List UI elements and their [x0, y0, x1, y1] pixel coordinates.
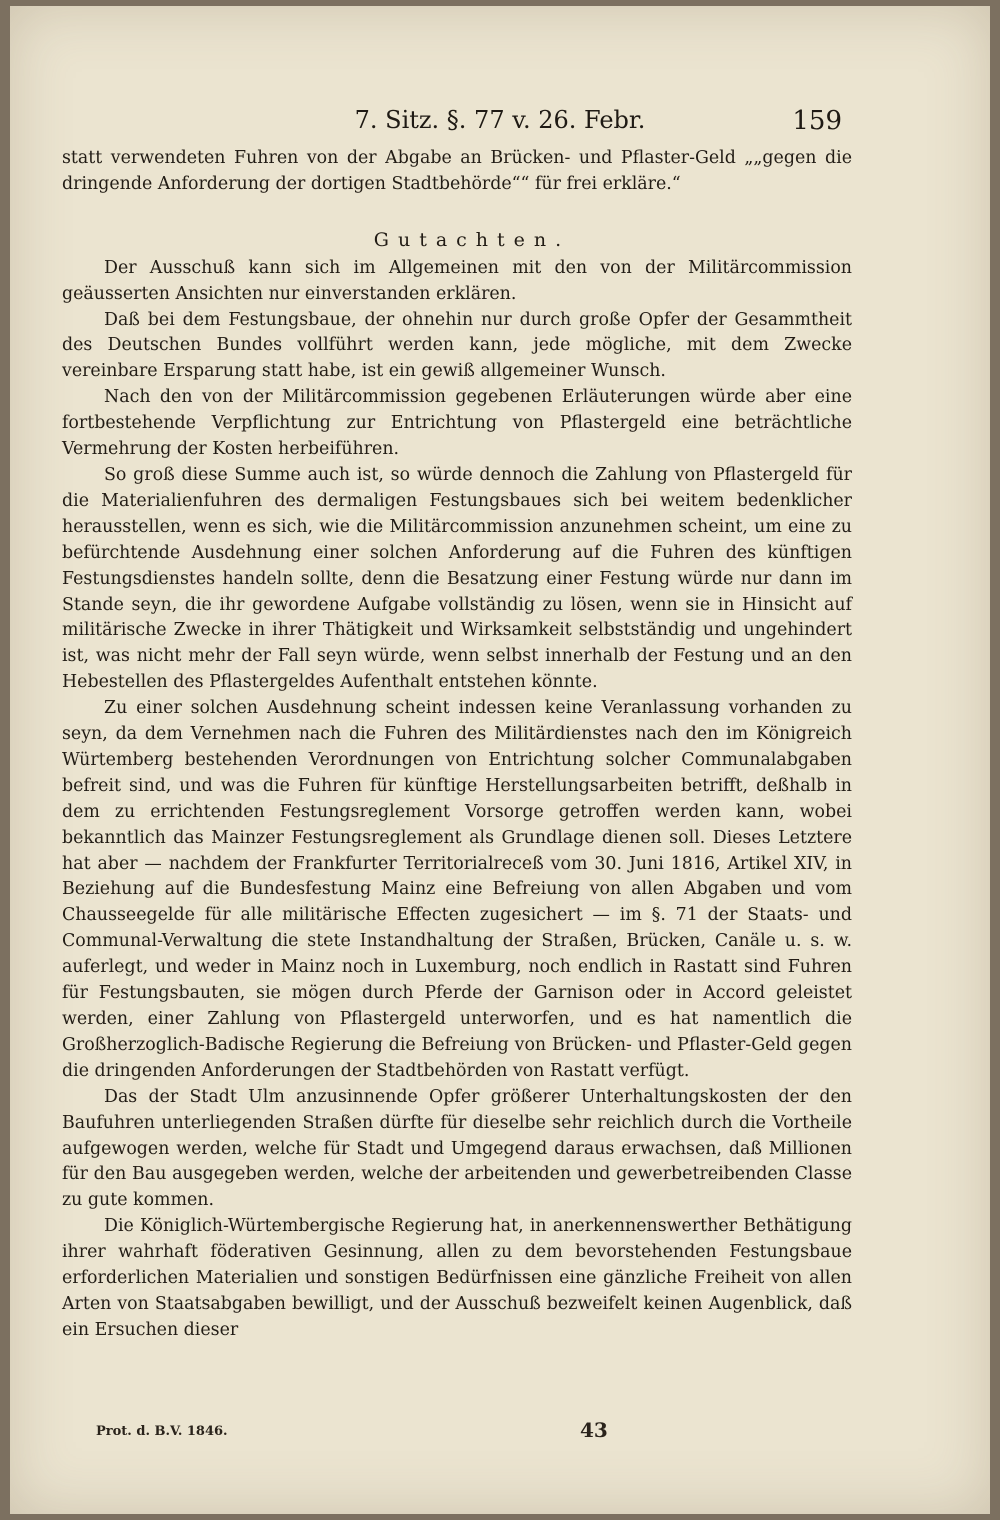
running-head: 7. Sitz. §. 77 v. 26. Febr. — [354, 106, 646, 134]
section-heading: Gutachten. — [373, 228, 571, 251]
page-number: 159 — [792, 106, 842, 136]
paragraph: Die Königlich-Würtembergische Regierung hat, in anerkennenswerther Bethätigung ihrer wahrhaft föderativen Gesinnung, allen zu dem bevorstehenden Festungsbaue erforderlichen Materialien und sonstigen Bedürfnissen eine gänzliche Freiheit von allen Arten von Staatsabgaben bewilligt, und der Ausschuß bezweifelt keinen Augenblick, daß ein Ersuchen dieser — [62, 1216, 852, 1340]
footer-protocol-reference: Prot. d. B.V. 1846. — [96, 1424, 228, 1439]
paragraph: Daß bei dem Festungsbaue, der ohnehin nur durch große Opfer der Gesammtheit des Deutschen Bundes vollführt werden kann, jede mögliche, mit dem Zwecke vereinbare Ersparung statt habe, ist ein gewiß allgemeiner Wunsch. — [62, 309, 852, 382]
paragraph: Zu einer solchen Ausdehnung scheint indessen keine Veranlassung vorhanden zu seyn, da dem Vernehmen nach die Fuhren des Militärdienstes nach den im Königreich Würtemberg bestehenden Verordnungen von Entrichtung solcher Communalabgaben befreit sind, und was die Fuhren für künftige Herstellungsarbeiten betrifft, deßhalb in dem zu errichtenden Festungsreglement Vorsorge getroffen werden kann, wobei bekanntlich das Mainzer Festungsreglement als Grundlage dienen soll. Dieses Letztere hat aber — nachdem der Frankfurter Territorialreceß vom 30. Juni 1816, Artikel XIV, in Beziehung auf die Bundesfestung Mainz eine Befreiung von allen Abgaben und vom Chausseegelde für alle militärische Effecten zugesichert — im §. 71 der Staats- und Communal-Verwaltung die stete Instandhaltung der Straßen, Brücken, Canäle u. s. w. auferlegt, und weder in Mainz noch in Luxemburg, noch endlich in Rastatt sind Fuhren für Festungsbauten, sie mögen durch Pferde der Garnison oder in Accord geleistet werden, einer Zahlung von Pflastergeld unterworfen, und es hat namentlich die Großherzoglich-Badische Regierung die Befreiung von Brücken- und Pflaster-Geld gegen die dringenden Anforderungen der Stadtbehörden von Rastatt verfügt. — [62, 698, 852, 1081]
page-footer — [10, 1418, 990, 1448]
body-text — [62, 146, 852, 1344]
paragraph: Der Ausschuß kann sich im Allgemeinen mit den von der Militärcommission geäusserten Ansichten nur einverstanden erklären. — [62, 257, 852, 304]
footer-signature-mark: 43 — [580, 1418, 608, 1442]
paragraph-continued: statt verwendeten Fuhren von der Abgabe an Brücken- und Pflaster-Geld „„gegen die dringende Anforderung der dortigen Stadtbehörde““ für frei erkläre.“ — [62, 148, 852, 194]
paragraph: So groß diese Summe auch ist, so würde dennoch die Zahlung von Pflastergeld für die Materialienfuhren des dermaligen Festungsbaues sich bei weitem bedenklicher herausstellen, wenn es sich, wie die Militärcommission anzunehmen scheint, um eine zu befürchtende Ausdehnung einer solchen Anforderung auf die Fuhren des künftigen Festungsdienstes handeln sollte, denn die Besatzung einer Festung würde nur dann im Stande seyn, die ihr gewordene Aufgabe vollständig zu lösen, wenn sie in Hinsicht auf militärische Zwecke in ihrer Thätigkeit und Wirksamkeit selbstständig und ungehindert ist, was nicht mehr der Fall seyn würde, wenn selbst innerhalb der Festung und an den Hebestellen des Pflastergeldes Aufenthalt entstehen könnte. — [62, 464, 852, 693]
paragraph: Das der Stadt Ulm anzusinnende Opfer größerer Unterhaltungskosten der den Baufuhren unterliegenden Straßen dürfte für dieselbe sehr reichlich durch die Vortheile aufgewogen werden, welche für Stadt und Umgegend daraus erwachsen, daß Millionen für den Bau ausgegeben werden, welche der arbeitenden und gewerbetreibenden Classe zu gute kommen. — [62, 1086, 852, 1211]
document-page — [10, 6, 990, 1514]
page-header — [10, 106, 990, 142]
paragraph: Nach den von der Militärcommission gegebenen Erläuterungen würde aber eine fortbestehende Verpflichtung zur Entrichtung von Pflastergeld eine beträchtliche Vermehrung der Kosten herbeiführen. — [62, 387, 852, 460]
